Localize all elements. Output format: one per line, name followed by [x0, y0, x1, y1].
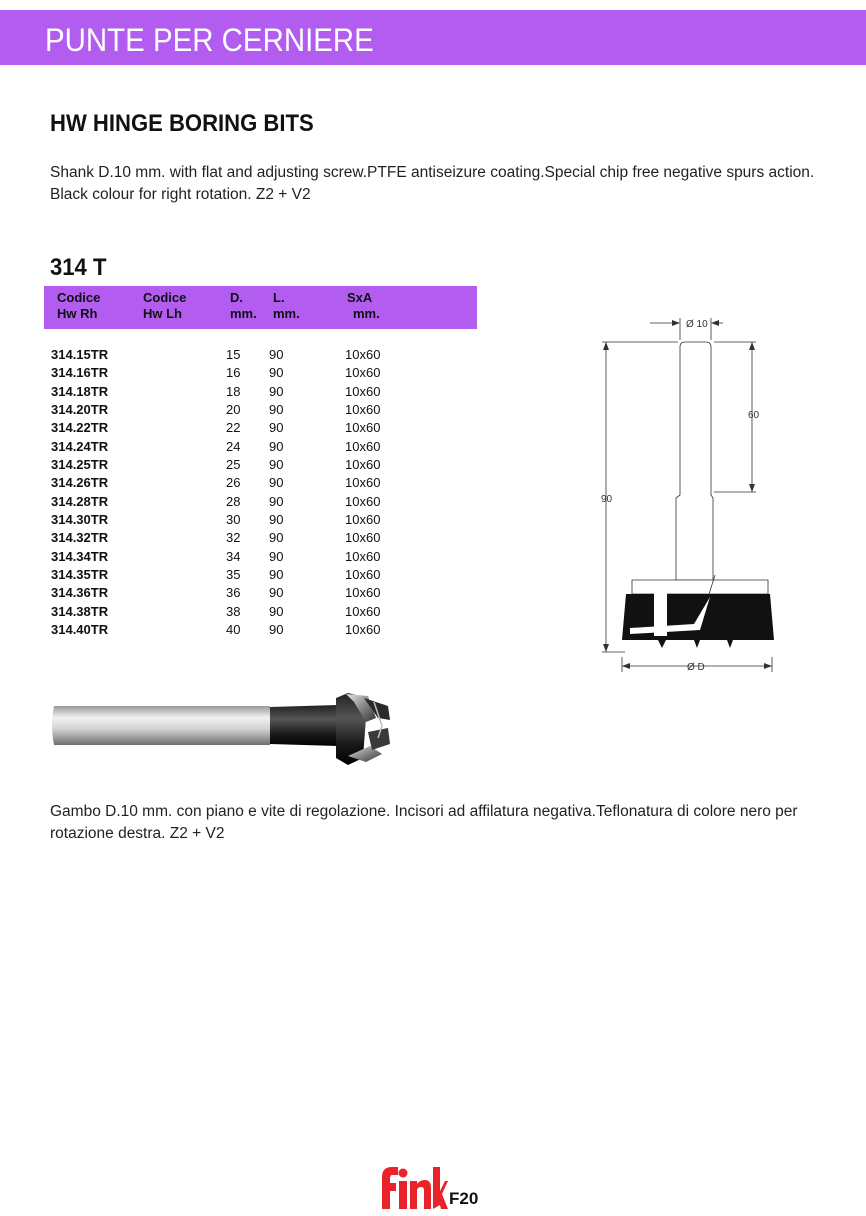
page-banner	[0, 10, 866, 65]
cell-code: 314.22TR	[51, 420, 109, 436]
cell-length: 90	[269, 457, 284, 473]
cell-sxa: 10x60	[345, 438, 381, 454]
cell-code: 314.25TR	[51, 457, 109, 473]
cell-length: 90	[269, 603, 284, 619]
table-row	[0, 456, 480, 474]
table-row	[0, 584, 480, 602]
cell-code: 314.28TR	[51, 493, 109, 509]
table-row	[0, 383, 480, 401]
cell-diameter: 15	[226, 347, 241, 362]
cell-code: 314.36TR	[51, 585, 109, 601]
label-cut-diameter: Ø D	[687, 662, 705, 673]
cell-length: 90	[269, 530, 284, 546]
header-sxa: SxA mm.	[347, 290, 380, 321]
cell-length: 90	[269, 548, 284, 564]
cell-code: 314.38TR	[51, 603, 109, 619]
fink-logo	[378, 1163, 448, 1213]
cell-length: 90	[269, 438, 284, 454]
cell-code: 314.30TR	[51, 512, 109, 528]
table-row	[0, 474, 480, 492]
cell-diameter: 20	[226, 402, 241, 418]
cell-diameter: 32	[226, 530, 241, 546]
cell-length: 90	[269, 622, 284, 638]
cell-sxa: 10x60	[345, 365, 381, 381]
header-codice-rh: Codice Hw Rh	[57, 290, 101, 321]
cell-code: 314.16TR	[51, 365, 109, 381]
cell-sxa: 10x60	[345, 420, 381, 436]
cell-sxa: 10x60	[345, 383, 381, 399]
cell-length: 90	[269, 347, 284, 362]
header-codice-lh: Codice Hw Lh	[143, 290, 187, 321]
cell-code: 314.40TR	[51, 622, 109, 638]
label-total-length: 90	[601, 494, 613, 505]
product-code: 314 T	[50, 254, 107, 281]
table-row	[0, 346, 480, 364]
description-english: Shank D.10 mm. with flat and adjusting screw.PTFE antiseizure coating.Special chip free negative spurs action. Black colour for right rotation. Z2 + V2	[50, 164, 815, 203]
label-shank-length: 60	[748, 410, 760, 421]
header-diameter: D. mm.	[230, 290, 257, 321]
cell-length: 90	[269, 365, 284, 381]
page-number: F20	[449, 1189, 479, 1208]
cell-sxa: 10x60	[345, 603, 381, 619]
cell-length: 90	[269, 475, 284, 491]
cell-code: 314.18TR	[51, 383, 109, 399]
cell-sxa: 10x60	[345, 585, 381, 601]
cell-diameter: 16	[226, 365, 241, 381]
cell-sxa: 10x60	[345, 567, 381, 583]
header-length: L. mm.	[273, 290, 300, 321]
table-row	[0, 419, 480, 437]
cell-diameter: 36	[226, 585, 241, 601]
cell-code: 314.34TR	[51, 548, 109, 564]
cell-diameter: 28	[226, 493, 241, 509]
cell-code: 314.26TR	[51, 475, 109, 491]
cell-diameter: 26	[226, 475, 241, 491]
cell-length: 90	[269, 567, 284, 583]
table-row	[0, 603, 480, 621]
cell-diameter: 25	[226, 457, 241, 473]
table-body	[0, 346, 480, 640]
label-shank-diameter: Ø 10	[686, 319, 708, 330]
cell-sxa: 10x60	[345, 548, 381, 564]
bit-photo	[48, 688, 393, 768]
cell-length: 90	[269, 402, 284, 418]
cell-diameter: 34	[226, 548, 241, 564]
cell-code: 314.32TR	[51, 530, 109, 546]
cell-code: 314.20TR	[51, 402, 109, 418]
cell-sxa: 10x60	[345, 402, 381, 418]
table-row	[0, 621, 480, 639]
cell-length: 90	[269, 585, 284, 601]
table-header	[44, 286, 477, 329]
cell-code: 314.35TR	[51, 567, 109, 583]
cell-sxa: 10x60	[345, 530, 381, 546]
cell-sxa: 10x60	[345, 622, 381, 638]
cell-diameter: 22	[226, 420, 241, 436]
table-row	[0, 401, 480, 419]
cell-sxa: 10x60	[345, 493, 381, 509]
table-row	[0, 529, 480, 547]
table-row	[0, 548, 480, 566]
cell-sxa: 10x60	[345, 347, 381, 362]
cell-diameter: 24	[226, 438, 241, 454]
table-row	[0, 364, 480, 382]
cell-sxa: 10x60	[345, 475, 381, 491]
cell-diameter: 40	[226, 622, 241, 638]
table-row	[0, 511, 480, 529]
cell-length: 90	[269, 420, 284, 436]
table-row	[0, 493, 480, 511]
cell-diameter: 35	[226, 567, 241, 583]
cell-length: 90	[269, 493, 284, 509]
table-row	[0, 566, 480, 584]
cell-code: 314.15TR	[51, 347, 109, 362]
description-italian: Gambo D.10 mm. con piano e vite di regolazione. Incisori ad affilatura negativa.Teflonatura di colore nero per rotazione destra. Z2 + V2	[50, 803, 798, 842]
cell-sxa: 10x60	[345, 512, 381, 528]
cell-diameter: 18	[226, 383, 241, 399]
banner-title: PUNTE PER CERNIERE	[45, 22, 374, 58]
cell-code: 314.24TR	[51, 438, 109, 454]
cell-diameter: 30	[226, 512, 241, 528]
cell-sxa: 10x60	[345, 457, 381, 473]
table-row	[0, 438, 480, 456]
bit-dimension-diagram	[590, 312, 790, 682]
section-title: HW HINGE BORING BITS	[50, 110, 314, 137]
cell-diameter: 38	[226, 603, 241, 619]
cell-length: 90	[269, 512, 284, 528]
cell-length: 90	[269, 383, 284, 399]
